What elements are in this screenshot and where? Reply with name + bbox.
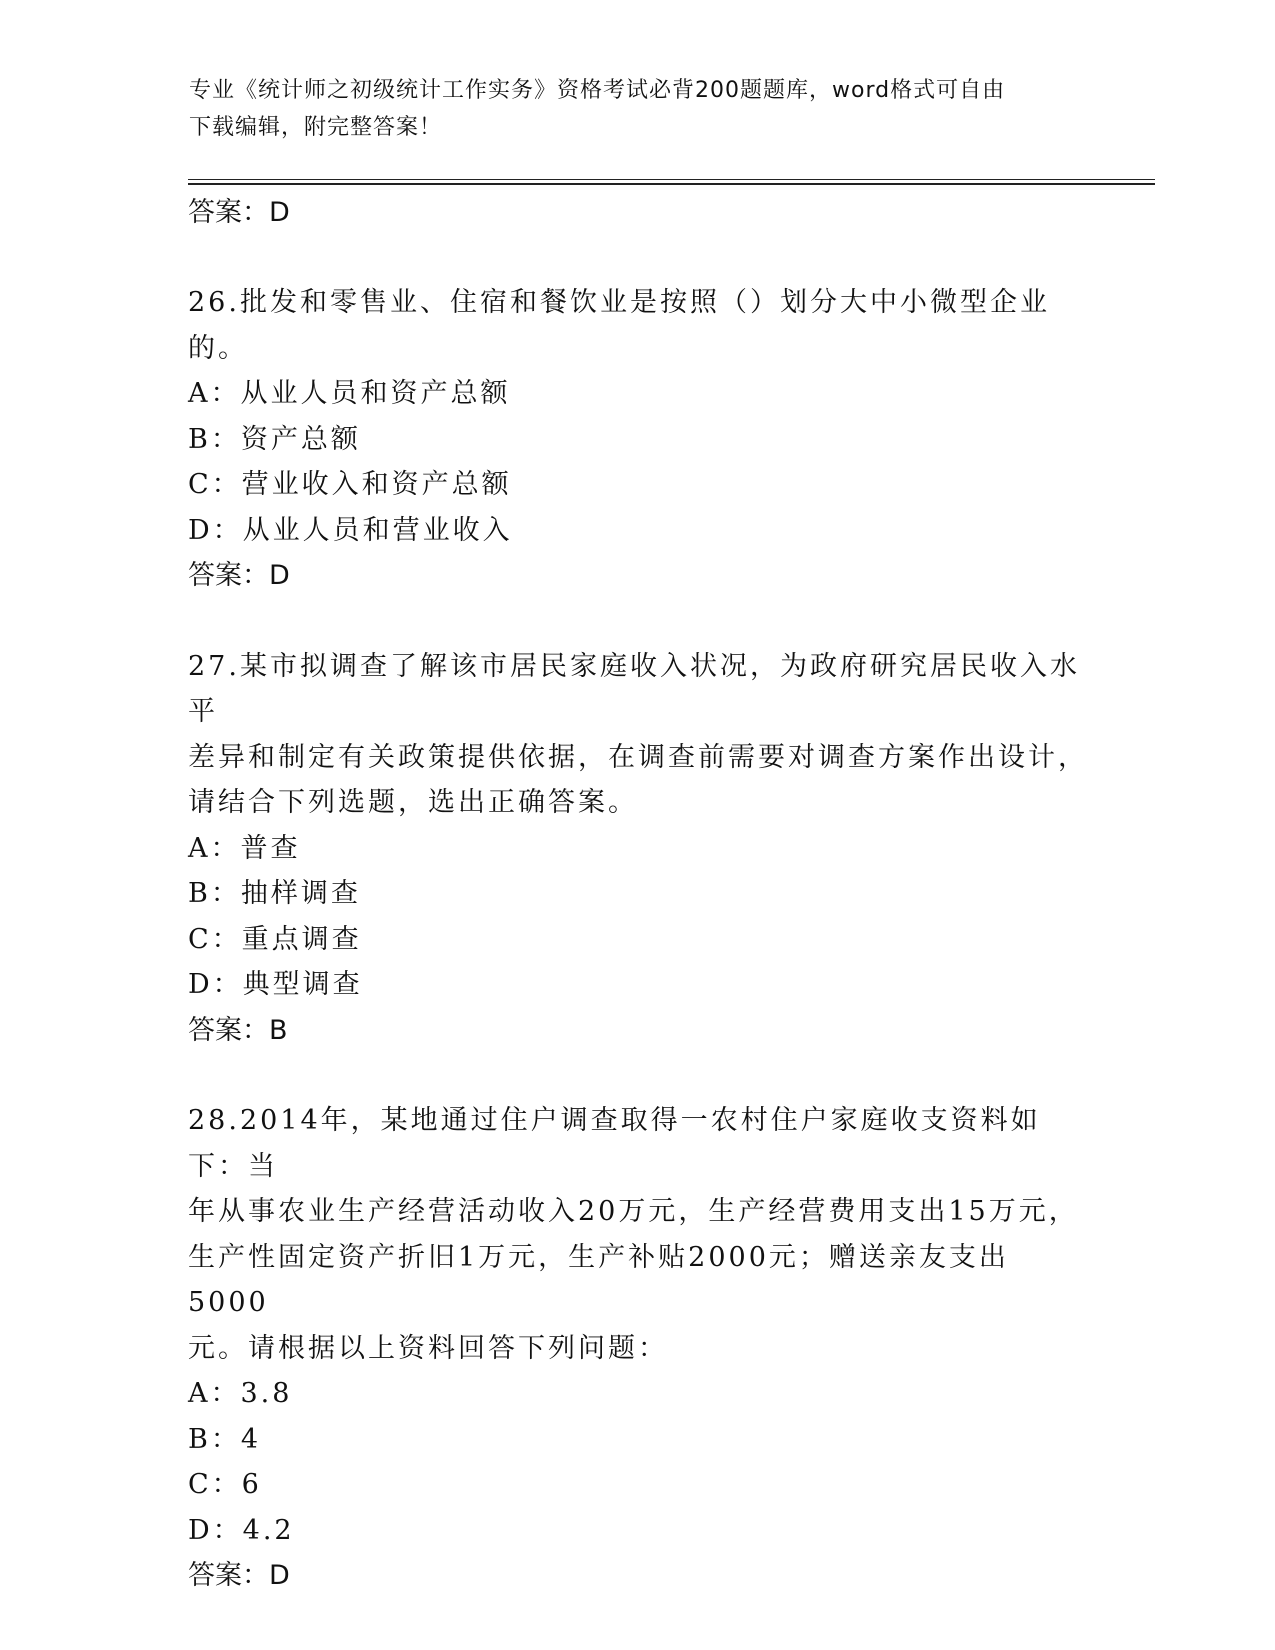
answer-line: 答案：D <box>188 560 290 591</box>
question-27 <box>188 644 1088 1054</box>
option-c: C：重点调查 <box>188 923 362 955</box>
question-list <box>188 280 1088 1644</box>
option-a: A：3.8 <box>188 1378 293 1409</box>
answer-line: 答案：B <box>188 1014 288 1046</box>
question-stem-line: 27.某市拟调查了解该市居民家庭收入状况，为政府研究居民收入水平 <box>188 650 1080 727</box>
option-a: A：普查 <box>188 832 301 864</box>
option-b: B：4 <box>188 1423 262 1455</box>
question-26 <box>188 280 1088 599</box>
question-28 <box>188 1098 1088 1599</box>
option-a: A：从业人员和资产总额 <box>188 378 511 409</box>
header-title-line-2: 下载编辑，附完整答案！ <box>189 115 443 140</box>
question-stem-line: 28.2014年，某地通过住户调查取得一农村住户家庭收支资料如下：当 <box>188 1105 1041 1182</box>
document-header <box>189 72 1089 146</box>
header-divider <box>188 179 1155 185</box>
option-c: C：6 <box>188 1469 262 1500</box>
option-d: D：4.2 <box>188 1514 295 1546</box>
option-b: B：抽样调查 <box>188 878 361 909</box>
question-stem-line: 元。请根据以上资料回答下列问题： <box>188 1332 668 1364</box>
question-stem-line: 请结合下列选题，选出正确答案。 <box>188 787 638 818</box>
option-b: B：资产总额 <box>188 423 361 455</box>
question-stem-line: 26.批发和零售业、住宿和餐饮业是按照（）划分大中小微型企业的。 <box>188 287 1050 364</box>
header-title-line-1: 专业《统计师之初级统计工作实务》资格考试必背200题题库，word格式可自由 <box>189 78 1006 103</box>
answer-line: 答案：D <box>188 1560 290 1591</box>
option-c: C：营业收入和资产总额 <box>188 469 512 500</box>
question-stem-line: 差异和制定有关政策提供依据，在调查前需要对调查方案作出设计， <box>188 741 1088 773</box>
question-stem-line: 年从事农业生产经营活动收入20万元，生产经营费用支出15万元， <box>188 1196 1079 1227</box>
option-d: D：从业人员和营业收入 <box>188 514 513 546</box>
option-d: D：典型调查 <box>188 969 363 1000</box>
question-stem-line: 生产性固定资产折旧1万元，生产补贴2000元；赠送亲友支出5000 <box>188 1241 1009 1318</box>
previous-question-answer: 答案：D <box>188 197 290 228</box>
